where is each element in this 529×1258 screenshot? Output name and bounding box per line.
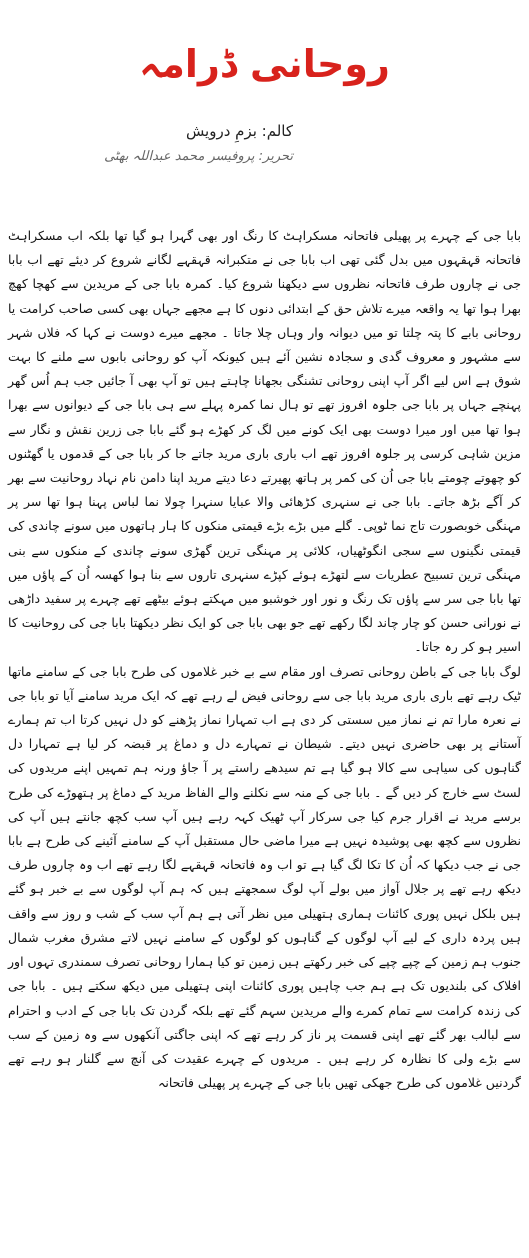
author-name: تحریر: پروفیسر محمد عبداللہ بھٹی [104, 149, 293, 164]
article-title: روحانی ڈرامہ [139, 42, 390, 86]
paragraph: بابا جی کے چہرے پر پھیلی فاتحانہ مسکراہٹ کا رنگ اور بھی گہرا ہو گیا تھا بلکہ اب مسکراہٹ فاتحانہ قہقہوں میں بدل گئی تھی اب بابا جی نے متکبرانہ قہقہے لگانے شروع کر دیئے تھے اب بابا جی نے چاروں طرف فاتحانہ نظروں سے دیکھنا شروع کیا۔ کمرہ بابا جی کے مریدین سے کھچا کھچ بھرا ہوا تھا یہ واقعہ میرے تلاش حق کے ابتدائی دنوں کا ہے مجھے جہاں بھی کسی صاحب کرامت یا روحانی بابے کا پتہ چلتا تو میں دیوانہ وار وہاں چلا جاتا ۔ مجھے میرے دوست نے کہا کہ فلاں شہر سے مشہور و معروف گدی و سجادہ نشین آئے ہیں کیونکہ آپ کو روحانی بابوں سے ملنے کا بہت شوق ہے اس لیے اگر آپ اپنی روحانی تشنگی بجھانا چاہتے ہیں تو آپ بھی آ جائیں جب ہم اُس گھر پہنچے جہاں پر بابا جی جلوہ افروز تھے تو ہال نما کمرہ پہلے سے ہی بابا جی کے دیوانوں سے بھرا ہوا تھا میں اور میرا دوست بھی ایک کونے میں لگ کر کھڑے ہو گئے بابا جی زرین نقش و نگار سے مزین شاہی کرسی پر جلوہ افروز تھے اب باری باری مرید جاتے جا کر بابا جی کے قدموں یا گھٹنوں کو چھوتے چومتے بابا جی اُن کی کمر پر ہاتھ پھیرتے دعا دیتے مرید اپنا دامن نام نہاد روحانیت سے بھر کر آگے بڑھ جاتے۔ بابا جی نے سنہری کڑھائی والا عبایا سنہرا چولا نما لباس پہنا ہوا تھا سر پر مہنگی خوبصورت تاج نما ٹوپی۔ گلے میں بڑے بڑے قیمتی منکوں کا ہار ہاتھوں میں سونے چاندی کی قیمتی نگینوں سے سجی انگوٹھیاں، کلائی پر مہنگی ترین گھڑی سونے چاندی کے منکوں سے بنی مہنگی ترین تسبیح عطریات سے لتھڑے ہوئے کپڑے سنہری تاروں سے بنا ہوا کھسہ اُن کے پاؤں میں تھا بابا جی سر سے پاؤں تک رنگ و نور اور خوشبو میں مہکتے ہوئے بیٹھے تھے چہرے پر سفید داڑھی نے نورانی حسن کو چار چاند لگا رکھے تھے جو بھی بابا جی کو ایک نظر دیکھتا بابا جی کی روحانیت کا اسیر ہو کر رہ جاتا۔ [8, 228, 521, 655]
column-name: کالم: بزمِ درویش [185, 122, 293, 140]
article-body [8, 224, 521, 1095]
paragraph: لوگ بابا جی کے باطن روحانی تصرف اور مقام سے بے خبر غلاموں کی طرح بابا جی کے سامنے ماتھا ٹیک رہے تھے باری باری مرید بابا جی سے روحانی فیض لے رہے تھے کہ ایک مرید سامنے آیا تو بابا جی نے نعرہ مارا تم نے نماز میں سستی کر دی ہے اب تمہارا نماز پڑھنے کو دل نہیں کرتا اب تم ہمارے آستانے پر بھی حاضری نہیں دیتے۔ شیطان نے تمہارے دل و دماغ پر قبضہ کر لیا ہے تمہارا دل گناہوں کی سیاہی سے کالا ہو گیا ہے تم سیدھے راستے پر آ جاؤ ورنہ ہم تمہیں اپنے مریدوں کی لسٹ سے خارج کر دیں گے ۔ بابا جی کے منہ سے نکلنے والے الفاظ مرید کے دماغ پر ہتھوڑے کی طرح برسے مرید نے اقرار جرم کیا جی سرکار آپ ٹھیک کہہ رہے ہیں آپ سب کچھ جانتے ہیں آپ کی نظروں سے کچھ بھی پوشیدہ نہیں ہے میرا ماضی حال مستقبل آپ کے سامنے آئینے کی طرح ہے بابا جی نے جب دیکھا کہ اُن کا تکا لگ گیا ہے تو اب وہ فاتحانہ قہقہے لگا رہے تھے اب وہ چاروں طرف دیکھ رہے تھے پر جلال آواز میں بولے آپ لوگ سمجھتے ہیں کہ ہم آپ لوگوں سے بے خبر ہو گئے ہیں بلکل نہیں پوری کائنات ہماری ہتھیلی میں نظر آتی ہے ہم آپ سب کے شب و روز سے واقف ہیں پردہ داری کے لیے آپ لوگوں کے گناہوں کو لوگوں کے سامنے نہیں لاتے مشرق مغرب شمال جنوب ہم زمین کے چپے چپے کی خبر رکھتے ہیں زمین تو کیا ہمارا روحانی تصرف سمندری تہوں اور افلاک کی بلندیوں تک ہے ہم جب چاہیں پوری کائنات اپنی ہتھیلی میں دیکھ سکتے ہیں ۔ بابا جی کی زندہ کرامت سے تمام کمرے والے مریدین سہم گئے تھے بلکہ گردن تک بابا جی کے ادب و احترام سے لبالب بھر گئے تھے اپنی قسمت پر ناز کر رہے تھے کہ اپنی جاگتی آنکھوں سے وہ زمین کے سب سے بڑے ولی کا نظارہ کر رہے ہیں ۔ مریدوں کے چہرے عقیدت کی آنچ سے گلنار ہو رہے تھے گردنیں غلاموں کی طرح جھکی تھیں بابا جی کے چہرے پر پھیلی فاتحانہ [8, 663, 521, 1091]
byline [104, 118, 293, 170]
